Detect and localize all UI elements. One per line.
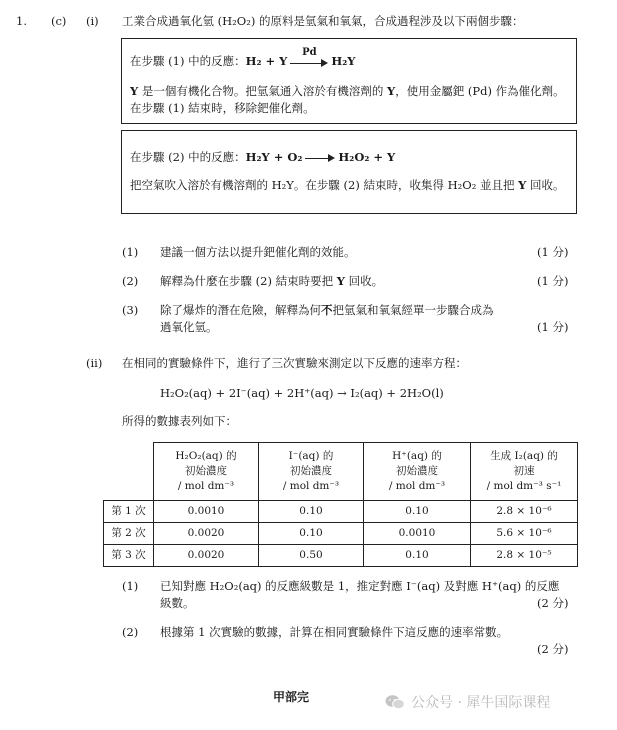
ii-item-1-text: 已知對應 H₂O₂(aq) 的反應級數是 1，推定對應 I⁻(aq) 及對應 H⁺(aq) 的反應 [160, 579, 560, 593]
table-cell: 2.8 × 10⁻⁶ [471, 501, 578, 523]
table-cell: 5.6 × 10⁻⁶ [471, 523, 578, 545]
table-header-rate: 生成 I₂(aq) 的 初速 / mol dm⁻³ s⁻¹ [471, 443, 578, 501]
ii-item-2-text: 根據第 1 次實驗的數據，計算在相同實驗條件下這反應的速率常數。 [160, 625, 509, 639]
i-item-2-marks: (1 分) [537, 274, 569, 288]
table-header-hplus: H⁺(aq) 的 初始濃度 / mol dm⁻³ [364, 443, 471, 501]
table-cell: 0.50 [259, 545, 364, 567]
i-item-3-number: (3) [122, 303, 139, 317]
step1-product: H₂Y [331, 54, 356, 68]
ii-item-1-number: (1) [122, 579, 139, 593]
step2-reaction [130, 149, 395, 166]
table-header-h2o2: H₂O₂(aq) 的 初始濃度 / mol dm⁻³ [154, 443, 259, 501]
table-header-row [104, 443, 578, 501]
wechat-icon [385, 694, 405, 710]
i-item-2-text: 解釋為什麼在步驟 (2) 結束時要把 Y 回收。 [160, 274, 384, 288]
ii-intro-text: 在相同的實驗條件下，進行了三次實驗來測定以下反應的速率方程： [122, 356, 467, 370]
step1-reaction [130, 47, 356, 70]
ii-item-1-text-line2: 級數。 [160, 596, 195, 610]
table-row [104, 545, 578, 567]
part-label: (c) [51, 14, 67, 28]
table-cell: 0.0010 [154, 501, 259, 523]
watermark-text: 公众号 · 犀牛国际课程 [411, 695, 551, 711]
step1-box [121, 38, 577, 124]
i-item-1-marks: (1 分) [537, 245, 569, 259]
reaction-arrow-icon [290, 47, 328, 69]
i-item-1-number: (1) [122, 245, 139, 259]
catalyst-label: Pd [302, 47, 317, 58]
subpart-ii-label: (ii) [86, 356, 103, 370]
question-number: 1. [16, 14, 27, 28]
table-cell: 0.10 [364, 501, 471, 523]
i-item-2-number: (2) [122, 274, 139, 288]
row-label: 第 2 次 [104, 523, 154, 545]
ii-item-2-number: (2) [122, 625, 139, 639]
i-item-3-marks: (1 分) [537, 320, 569, 334]
table-cell: 0.10 [259, 523, 364, 545]
table-cell: 0.10 [259, 501, 364, 523]
table-intro: 所得的數據表列如下： [122, 414, 237, 428]
table-corner-cell [104, 443, 154, 501]
step1-description: Y 是一個有機化合物。把氫氣通入溶於有機溶劑的 Y，使用金屬鈀 (Pd) 作為催化劑。在步驟 (1) 結束時，移除鈀催化劑。 [130, 84, 565, 115]
reaction-arrow-icon [305, 152, 335, 164]
table-cell: 2.8 × 10⁻⁵ [471, 545, 578, 567]
table-cell: 0.0010 [364, 523, 471, 545]
step2-reactants: H₂Y + O₂ [245, 150, 303, 164]
ii-item-1-marks: (2 分) [537, 596, 569, 610]
table-header-iodide: I⁻(aq) 的 初始濃度 / mol dm⁻³ [259, 443, 364, 501]
row-label: 第 1 次 [104, 501, 154, 523]
section-end-label: 甲部完 [273, 690, 310, 704]
ii-item-2-marks: (2 分) [537, 642, 569, 656]
step2-label: 在步驟 (2) 中的反應： [130, 150, 246, 164]
step2-box [121, 130, 577, 214]
row-label: 第 3 次 [104, 545, 154, 567]
rate-equation: H₂O₂(aq) + 2I⁻(aq) + 2H⁺(aq) → I₂(aq) + 2H₂O(l) [160, 386, 444, 400]
table-row [104, 501, 578, 523]
step2-description: 把空氣吹入溶於有機溶劑的 H₂Y。在步驟 (2) 結束時，收集得 H₂O₂ 並且把 Y 回收。 [130, 178, 565, 192]
step2-product: H₂O₂ + Y [338, 150, 396, 164]
watermark [385, 693, 550, 713]
table-cell: 0.10 [364, 545, 471, 567]
i-item-1-text: 建議一個方法以提升鈀催化劑的效能。 [160, 245, 356, 259]
table-row [104, 523, 578, 545]
intro-text: 工業合成過氧化氫 (H₂O₂) 的原料是氫氣和氧氣，合成過程涉及以下兩個步驟： [122, 14, 524, 28]
step1-reactants: H₂ + Y [245, 54, 288, 68]
subpart-i-label: (i) [86, 14, 99, 28]
data-table [103, 442, 578, 567]
i-item-3-text-line2: 過氧化氫。 [160, 320, 218, 334]
step1-label: 在步驟 (1) 中的反應： [130, 54, 246, 68]
i-item-3-text: 除了爆炸的潛在危險，解釋為何不把氫氣和氧氣經單一步驟合成為 [160, 303, 494, 317]
table-cell: 0.0020 [154, 523, 259, 545]
table-cell: 0.0020 [154, 545, 259, 567]
